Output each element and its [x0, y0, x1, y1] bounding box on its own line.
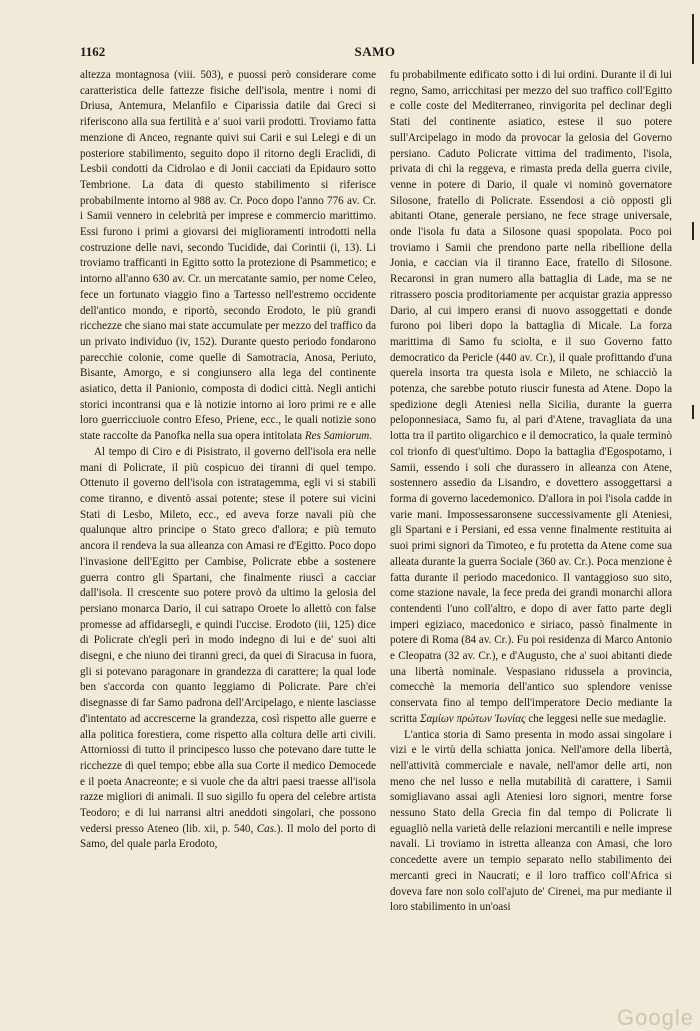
margin-line: [692, 405, 694, 419]
citation: Cas.: [256, 822, 277, 835]
margin-line: [692, 222, 694, 240]
margin-line: [692, 14, 694, 64]
paragraph: Al tempo di Ciro e di Pisistrato, il governo dell'isola era nelle mani di Policrate, il più cospicuo dei tiranni di quel tempo. Ottenuto il governo dell'isola con istratagemma, egli vi si stabilì come tiranno, e diventò assai potente; stese il potere sui vicini Stati di Lesbo, Mileto, ecc., ed aveva forze navali più che qualunque altro principe o Stato greco d'allora; e più temuto ancora il rendeva la sua alleanza con Amasi re d'Egitto. Poco dopo l'invasione dell'Egitto per Cambise, Policrate ebbe a sostenere guerra contro gli Spartani, che finalmente riuscì a cacciar dall'isola. Il crescente suo potere provò da ultimo la gelosia del persiano monarca Dario, il cui satrapo Oroete lo allettò con false promesse ad affidarsegli, e quindi l'uccise. Erodoto (iii, 125) dice di Policrate ch'egli perì in modo indegno di lui e de' suoi alti disegni, e che niuno dei tiranni greci, da quei di Siracusa in fuora, gli si potevano paragonare in grandezza di carattere; la qual lode ben s'accorda con quanto leggiamo di Policrate. Pare ch'ei disegnasse di far Samo padrona dell'Arcipelago, e niente lasciasse d'intentato ad accrescerne la grandezza, così rispetto alle guerre e alla politica forestiera, come rispetto alla coltura delle arti civili. Attorniossi di tutto il principesco lusso che potevano dare tutte le ricchezze di quel tempo; ebbe alla sua Corte il medico Democede e il poeta Anacreonte; e si vuole che da altri paesi traesse all'isola razze migliori di animali. Il suo sigillo fu opera del celebre artista Teodoro; e di lui narransi altri aneddoti singolari, che possono vedersi presso Ateneo (lib. xii, p. 540, Cas.). Il molo del porto di Samo, del quale parla Erodoto,: [80, 445, 376, 851]
right-column: [390, 68, 672, 916]
book-title: Res Samiorum: [304, 430, 370, 443]
left-column: [80, 68, 376, 853]
paragraph: altezza montagnosa (viii. 503), e puossi però considerare come caratteristica delle fattezze fisiche dell'isola, mentre i nomi di Driusa, Antemura, Melanfilo e Ciparissia datile dai Greci si riferiscono alla sua fertilità e a' suoi varii prodotti. Troviamo fatta menzione di Anceo, regnante quivi sui Carii e sui Lelegi e di un posteriore stabilimento, seguito dopo il ritorno degli Eraclidi, di Lesbii condotti da Cidrolao e di Jonii cacciati da Epidauro sotto Tembrione. La data di questo stabilimento si riferisce probabilmente intorno al 988 av. Cr. Poco dopo l'anno 776 av. Cr. i Samii vennero in celebrità per imprese e commercio marittimo. Essi furono i primi a giovarsi dei miglioramenti introdotti nella costruzione delle navi, secondo Tucidide, dai Corintii (i, 13). Li troviamo trafficanti in Egitto sotto la protezione di Psammetico; e intorno all'anno 630 av. Cr. un mercatante samio, per nome Celeo, fece un fortunato viaggio fino a Tartesso nell'estremo occidente dell'antico mondo, e riportò, secondo Erodoto, le più grandi ricchezze che siano mai state accumulate per mezzo del traffico da un privato individuo (iv, 152). Durante questo periodo fondarono parecchie colonie, come quelle di Samotracia, Anosa, Periuto, Bisante, Amorgo, e si congiunsero alla lega del continente asiatico, detta il Panionio, composta di dodici città. Negli antichi storici incontransi qua e là notizie intorno ai loro primi re e alle loro guerricciuole contro Efeso, Priene, ecc., le quali notizie sono state raccolte da Panofka nella sua opera intitolata Res Samiorum.: [80, 69, 376, 443]
paragraph: L'antica storia di Samo presenta in modo assai singolare i vizi e le virtù della schiatta jonica. Nell'amore della libertà, nell'attività commerciale e navale, nell'amor delle arti, non meno che nel lusso e nella mutabilità di carattere, i Samii somigliavano assai agli Ateniesi loro signori, mentre forse nessuno Stato della Grecia fin dal tempo di Policrate li eguagliò nella varietà delle relazioni mercantili e nelle imprese navali. Li troviamo in istretta alleanza con Amasi, che loro concedette avere un tempio separato nello stabilimento dei mercanti greci in Naucrati; e il loro traffico coll'Africa si doveva fare non solo coll'ajuto de' Cirenei, ma pur mediante il loro stabilimento in un'oasi: [390, 728, 672, 914]
greek-inscription: Σαμίων πρώτων Ἰωνίας: [419, 712, 526, 725]
paragraph: fu probabilmente edificato sotto i di lui ordini. Durante il di lui regno, Samo, arricchitasi per mezzo del suo traffico coll'Egitto e colle coste del Mediterraneo, rinvigorita pel declinar degli Stati del continente asiatico, estese il suo potere sull'Arcipelago in modo da provocar la gelosia del Governo persiano. Caduto Policrate vittima del tradimento, l'isola, privata di chi la reggeva, e rimasta preda della guerra civile, venne in potere di Dario, il quale vi nominò governatore Silosone, fratello di Policrate. Essendosi a ciò opposti gli abitanti Otane, generale persiano, ne fece strage universale, onde l'isola fu data a Silosone quasi spopolata. Poco poi troviamo i Samii che prendono parte nella ribellione della Jonia, e caccian via il tiranno Eace, fratello di Silosone. Recaronsi in gran numero alla battaglia di Lade, ma se ne ritrassero poscia proditoriamente per acquistar grazia appresso Dario, al cui impero eransi di nuovo assoggettati e donde furono poi liberi dopo la battaglia di Micale. La forza marittima di Samo fu sciolta, e il suo Governo fatto democratico da Pericle (440 av. Cr.), il quale profittando d'una querela insorta tra questa isola e Mileto, ne schiacciò la potenza, che sarebbe potuto riuscir funesta ad Atene. Dopo la spedizione degli Ateniesi nella Sicilia, durante la guerra peloponnesiaca, Samo fu, al pari d'Atene, travagliata da una lotta tra il partito oligarchico e il democratico, la quale terminò col trionfo di quest'ultimo. Dopo la battaglia d'Egospotamo, i Samii, essendo i soli che durassero in alleanza con Atene, sostennero assedio da Lisandro, e dovettero assoggettarsi a forma di governo lacedemonico. D'allora in poi l'isola cadde in varie mani. Impossessaronsene successivamente gli Ateniesi, gli Spartani e i Persiani, ed essa venne finalmente restituita ai suoi primi signori da Timoteo, e fu protetta da Atene come sua alleata durante la guerra Sociale (360 av. Cr.). Poca menzione è fatta durante il periodo macedonico. Il vantaggioso suo sito, come stazione navale, la fece preda dei grandi monarchi allora contendenti l'uno coll'altro, e dopo di aver fatto parte degli imperi egiziaco, macedonico e siriaco, passò finalmente in potere di Roma (84 av. Cr.). Fu poi residenza di Marco Antonio e Cleopatra (32 av. Cr.), e d'Augusto, che a' suoi abitanti diede una libertà nominale. Vespasiano ridussela a provincia, comecchè la memoria dell'antico suo splendore venisse conservata fino al tempo dell'imperatore Decio mediante la scritta Σαμίων πρώτων Ἰωνίας che leggesi nelle sue medaglie.: [390, 69, 672, 725]
page-number: 1162: [80, 44, 106, 59]
running-header: [80, 44, 670, 64]
running-title: SAMO: [354, 44, 396, 59]
watermark: Google: [617, 1005, 694, 1030]
